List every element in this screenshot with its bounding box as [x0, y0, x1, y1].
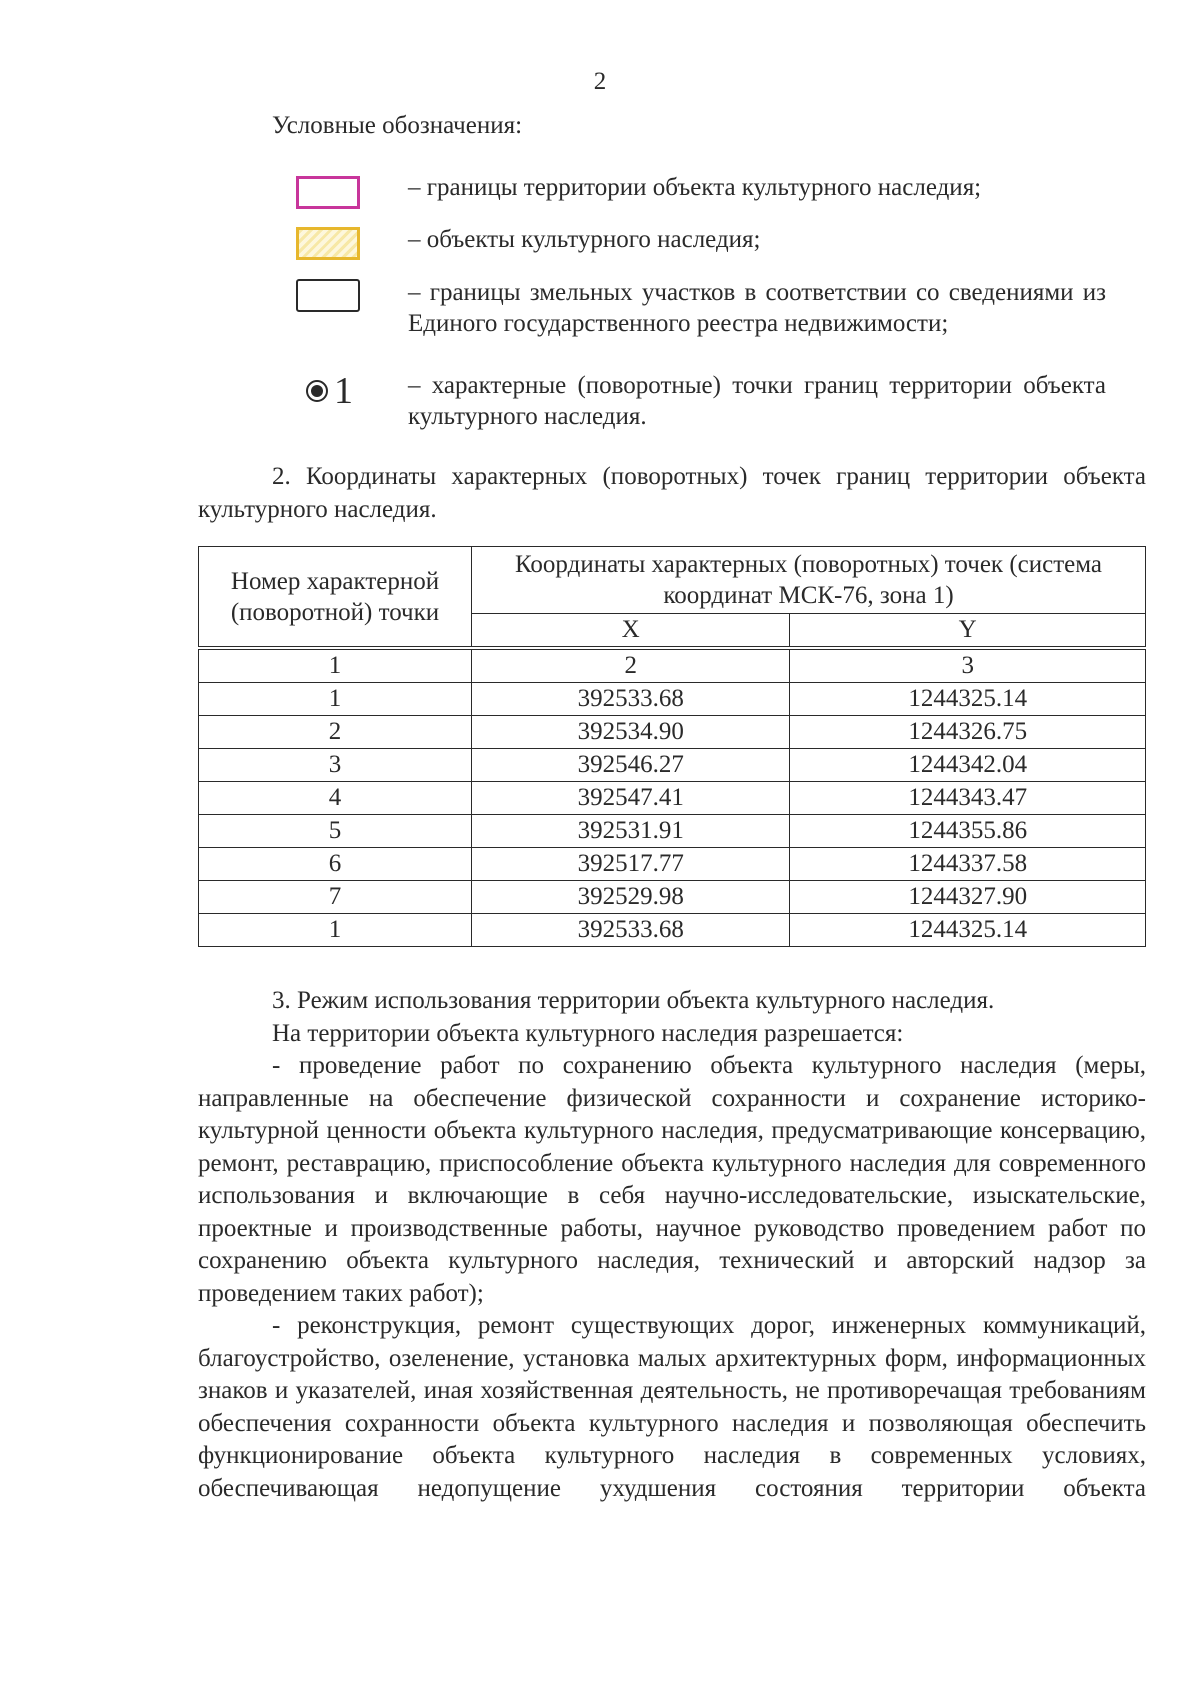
point-number-cell: 1 — [199, 914, 472, 947]
section-3-body — [198, 985, 1146, 1505]
y-cell: 1244327.90 — [790, 881, 1146, 914]
point-number-cell: 5 — [199, 815, 472, 848]
section-2-heading: 2. Координаты характерных (поворотных) точек границ территории объекта культурного наследия. — [198, 463, 1146, 523]
y-cell: 1244337.58 — [790, 848, 1146, 881]
column-number-row — [199, 648, 1146, 683]
legend-text: – границы территории объекта культурного наследия; — [408, 174, 982, 201]
x-cell: 392534.90 — [472, 716, 790, 749]
y-cell: 1244342.04 — [790, 749, 1146, 782]
table-row — [199, 815, 1146, 848]
point-label: 1 — [334, 370, 353, 412]
y-cell: 1244325.14 — [790, 683, 1146, 716]
header-coordinates: Координаты характерных (поворотных) точек (система координат МСК-76, зона 1) — [472, 547, 1146, 614]
table-row — [199, 881, 1146, 914]
x-cell: 392517.77 — [472, 848, 790, 881]
y-cell: 1244355.86 — [790, 815, 1146, 848]
column-number: 3 — [790, 648, 1146, 683]
table-row — [199, 749, 1146, 782]
table-row — [199, 848, 1146, 881]
header-x: X — [472, 614, 790, 649]
column-number: 2 — [472, 648, 790, 683]
section-3-heading: 3. Режим использования территории объекта культурного наследия. — [272, 987, 995, 1014]
legend-text: – границы змельных участков в соответствии со сведениями из Единого государственного реестра недвижимости; — [408, 279, 1106, 337]
table-row — [199, 716, 1146, 749]
table-header-row — [199, 547, 1146, 614]
section-3-item-2: - реконструкция, ремонт существующих дорог, инженерных коммуникаций, благоустройство, озеленение, установка малых архитектурных форм, информационных знаков и указателей, иная хозяйственная деятельность, не противоречащая требованиям обеспечения сохранности объекта культурного наследия и позволяющая обеспечить функционирование объекта культурного наследия в современных условиях, обеспечивающая недопущение ухудшения состояния территории объекта — [198, 1312, 1146, 1502]
yellow-hatched-icon — [296, 227, 360, 260]
black-boundary-icon — [296, 279, 360, 312]
legend-title: Условные обозначения: — [272, 112, 523, 139]
column-number: 1 — [199, 648, 472, 683]
x-cell: 392533.68 — [472, 683, 790, 716]
table-row — [199, 914, 1146, 947]
point-dot-icon — [306, 380, 328, 402]
legend-text: – объекты культурного наследия; — [408, 226, 761, 253]
table-row — [199, 782, 1146, 815]
x-cell: 392533.68 — [472, 914, 790, 947]
point-number-cell: 1 — [199, 683, 472, 716]
section-3-intro: На территории объекта культурного наследия разрешается: — [272, 1019, 904, 1047]
section-3-item-1: - проведение работ по сохранению объекта культурного наследия (меры, направленные на обеспечение физической сохранности и сохранение историко-культурной ценности объекта культурного наследия, предусматривающие консервацию, ремонт, реставрацию, приспособление объекта культурного наследия для современного использования и включающие в себя научно-исследовательские, изыскательские, проектные и производственные работы, научное руководство проведением работ по сохранению объекта культурного наследия, технический и авторский надзор за проведением таких работ); — [198, 1052, 1146, 1307]
point-number-cell: 6 — [199, 848, 472, 881]
legend-text: – характерные (поворотные) точки границ территории объекта культурного наследия. — [408, 372, 1106, 430]
x-cell: 392546.27 — [472, 749, 790, 782]
point-number-cell: 3 — [199, 749, 472, 782]
page-number: 2 — [593, 68, 607, 95]
magenta-boundary-icon — [296, 176, 360, 209]
x-cell: 392531.91 — [472, 815, 790, 848]
point-number-cell: 4 — [199, 782, 472, 815]
y-cell: 1244326.75 — [790, 716, 1146, 749]
point-number-cell: 2 — [199, 716, 472, 749]
x-cell: 392547.41 — [472, 782, 790, 815]
table-row — [199, 683, 1146, 716]
point-marker — [306, 372, 353, 410]
coordinates-table — [198, 546, 1146, 947]
y-cell: 1244325.14 — [790, 914, 1146, 947]
header-point-number: Номер характерной (поворотной) точки — [199, 547, 472, 649]
x-cell: 392529.98 — [472, 881, 790, 914]
point-number-cell: 7 — [199, 881, 472, 914]
header-y: Y — [790, 614, 1146, 649]
y-cell: 1244343.47 — [790, 782, 1146, 815]
